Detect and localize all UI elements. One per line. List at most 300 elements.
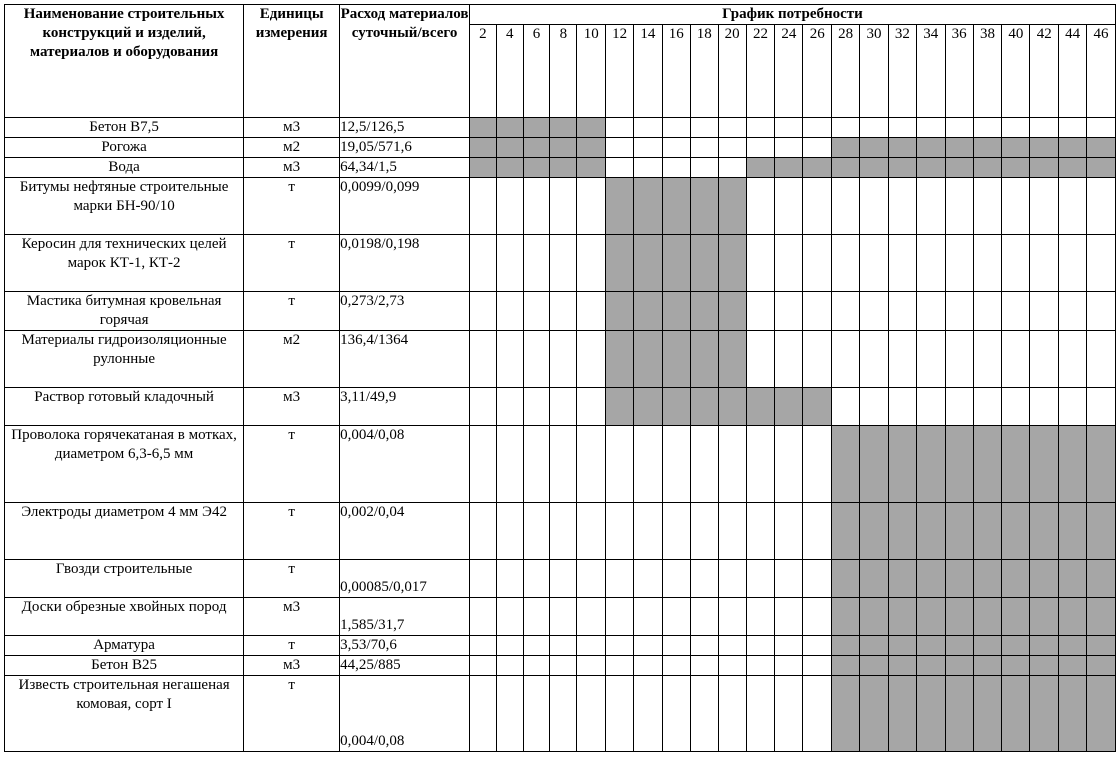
consumption-cell: 0,0099/0,099	[340, 178, 470, 235]
schedule-empty-cell	[888, 292, 916, 331]
material-name-cell: Керосин для технических целей марок КТ-1, КТ-2	[5, 235, 244, 292]
table-row	[5, 388, 1116, 426]
schedule-empty-cell	[690, 426, 718, 503]
schedule-bar-cell	[496, 158, 523, 178]
schedule-bar-cell	[945, 676, 973, 752]
schedule-empty-cell	[775, 560, 803, 598]
schedule-bar-cell	[803, 388, 832, 426]
schedule-empty-cell	[690, 503, 718, 560]
schedule-bar-cell	[1059, 676, 1087, 752]
schedule-empty-cell	[718, 138, 746, 158]
schedule-empty-cell	[1002, 178, 1030, 235]
schedule-empty-cell	[662, 656, 690, 676]
table-row	[5, 331, 1116, 388]
week-header-34: 34	[916, 25, 945, 118]
schedule-empty-cell	[1059, 235, 1087, 292]
schedule-empty-cell	[916, 292, 945, 331]
schedule-bar-cell	[916, 676, 945, 752]
consumption-cell: 0,00085/0,017	[340, 560, 470, 598]
schedule-empty-cell	[718, 598, 746, 636]
schedule-empty-cell	[832, 178, 860, 235]
schedule-empty-cell	[775, 118, 803, 138]
schedule-bar-cell	[1059, 560, 1087, 598]
schedule-bar-cell	[973, 426, 1002, 503]
schedule-bar-cell	[973, 656, 1002, 676]
schedule-empty-cell	[662, 560, 690, 598]
schedule-bar-cell	[1087, 158, 1116, 178]
schedule-empty-cell	[1030, 388, 1059, 426]
schedule-empty-cell	[550, 331, 577, 388]
schedule-bar-cell	[469, 118, 496, 138]
schedule-empty-cell	[860, 388, 889, 426]
schedule-empty-cell	[860, 235, 889, 292]
consumption-cell: 0,0198/0,198	[340, 235, 470, 292]
schedule-bar-cell	[1087, 636, 1116, 656]
schedule-bar-cell	[916, 503, 945, 560]
material-name-cell: Арматура	[5, 636, 244, 656]
schedule-empty-cell	[1002, 292, 1030, 331]
schedule-bar-cell	[1087, 503, 1116, 560]
schedule-bar-cell	[662, 331, 690, 388]
material-demand-table	[4, 4, 1116, 752]
schedule-empty-cell	[550, 503, 577, 560]
schedule-empty-cell	[469, 676, 496, 752]
schedule-empty-cell	[973, 331, 1002, 388]
schedule-empty-cell	[496, 598, 523, 636]
schedule-bar-cell	[662, 178, 690, 235]
schedule-bar-cell	[1002, 138, 1030, 158]
schedule-bar-cell	[1030, 676, 1059, 752]
week-header-36: 36	[945, 25, 973, 118]
schedule-empty-cell	[1087, 331, 1116, 388]
schedule-empty-cell	[634, 560, 663, 598]
schedule-bar-cell	[916, 598, 945, 636]
schedule-empty-cell	[888, 388, 916, 426]
schedule-empty-cell	[577, 235, 606, 292]
schedule-empty-cell	[860, 292, 889, 331]
schedule-bar-cell	[606, 388, 634, 426]
schedule-empty-cell	[662, 158, 690, 178]
schedule-empty-cell	[469, 426, 496, 503]
table-row	[5, 560, 1116, 598]
consumption-cell: 19,05/571,6	[340, 138, 470, 158]
schedule-empty-cell	[718, 656, 746, 676]
schedule-empty-cell	[775, 235, 803, 292]
schedule-empty-cell	[496, 503, 523, 560]
schedule-empty-cell	[606, 138, 634, 158]
consumption-cell: 3,53/70,6	[340, 636, 470, 656]
schedule-empty-cell	[718, 676, 746, 752]
schedule-bar-cell	[945, 503, 973, 560]
schedule-empty-cell	[1002, 118, 1030, 138]
schedule-empty-cell	[973, 388, 1002, 426]
schedule-bar-cell	[718, 235, 746, 292]
schedule-empty-cell	[634, 598, 663, 636]
schedule-empty-cell	[1002, 388, 1030, 426]
schedule-empty-cell	[945, 331, 973, 388]
table-row	[5, 598, 1116, 636]
schedule-empty-cell	[803, 560, 832, 598]
schedule-empty-cell	[803, 235, 832, 292]
schedule-bar-cell	[1087, 598, 1116, 636]
schedule-empty-cell	[577, 426, 606, 503]
schedule-empty-cell	[662, 598, 690, 636]
unit-cell: т	[244, 636, 340, 656]
schedule-bar-cell	[860, 636, 889, 656]
schedule-empty-cell	[550, 676, 577, 752]
schedule-bar-cell	[860, 560, 889, 598]
schedule-empty-cell	[577, 560, 606, 598]
schedule-empty-cell	[888, 178, 916, 235]
schedule-empty-cell	[634, 676, 663, 752]
unit-cell: м2	[244, 138, 340, 158]
schedule-empty-cell	[469, 503, 496, 560]
consumption-cell: 0,004/0,08	[340, 676, 470, 752]
unit-cell: т	[244, 676, 340, 752]
unit-cell: т	[244, 178, 340, 235]
schedule-empty-cell	[469, 598, 496, 636]
schedule-bar-cell	[860, 503, 889, 560]
schedule-empty-cell	[832, 331, 860, 388]
schedule-empty-cell	[945, 118, 973, 138]
schedule-empty-cell	[1087, 235, 1116, 292]
schedule-empty-cell	[662, 676, 690, 752]
week-header-30: 30	[860, 25, 889, 118]
schedule-empty-cell	[718, 158, 746, 178]
schedule-bar-cell	[1059, 426, 1087, 503]
schedule-bar-cell	[1087, 138, 1116, 158]
schedule-empty-cell	[523, 676, 550, 752]
schedule-bar-cell	[634, 388, 663, 426]
schedule-bar-cell	[1087, 560, 1116, 598]
unit-cell: м3	[244, 388, 340, 426]
schedule-bar-cell	[606, 178, 634, 235]
schedule-empty-cell	[1087, 178, 1116, 235]
schedule-bar-cell	[832, 656, 860, 676]
schedule-bar-cell	[606, 331, 634, 388]
schedule-bar-cell	[1002, 158, 1030, 178]
schedule-bar-cell	[634, 178, 663, 235]
schedule-empty-cell	[832, 118, 860, 138]
schedule-empty-cell	[523, 426, 550, 503]
schedule-empty-cell	[496, 636, 523, 656]
unit-cell: т	[244, 426, 340, 503]
schedule-bar-cell	[606, 292, 634, 331]
schedule-empty-cell	[718, 636, 746, 656]
schedule-empty-cell	[1030, 331, 1059, 388]
schedule-bar-cell	[1002, 636, 1030, 656]
consumption-cell: 12,5/126,5	[340, 118, 470, 138]
schedule-empty-cell	[775, 656, 803, 676]
schedule-bar-cell	[634, 331, 663, 388]
schedule-empty-cell	[973, 292, 1002, 331]
week-header-22: 22	[746, 25, 775, 118]
schedule-bar-cell	[634, 292, 663, 331]
schedule-bar-cell	[916, 158, 945, 178]
header-schedule: График потребности	[469, 5, 1115, 25]
schedule-bar-cell	[888, 158, 916, 178]
schedule-empty-cell	[746, 676, 775, 752]
schedule-empty-cell	[718, 560, 746, 598]
schedule-bar-cell	[718, 178, 746, 235]
table-row	[5, 178, 1116, 235]
schedule-empty-cell	[634, 426, 663, 503]
schedule-empty-cell	[746, 426, 775, 503]
schedule-bar-cell	[945, 636, 973, 656]
schedule-empty-cell	[718, 426, 746, 503]
schedule-empty-cell	[634, 138, 663, 158]
schedule-bar-cell	[550, 158, 577, 178]
schedule-empty-cell	[916, 331, 945, 388]
table-row	[5, 676, 1116, 752]
schedule-bar-cell	[1030, 158, 1059, 178]
schedule-bar-cell	[496, 138, 523, 158]
schedule-bar-cell	[634, 235, 663, 292]
schedule-empty-cell	[523, 178, 550, 235]
schedule-empty-cell	[690, 158, 718, 178]
schedule-empty-cell	[577, 178, 606, 235]
schedule-bar-cell	[916, 426, 945, 503]
schedule-bar-cell	[523, 158, 550, 178]
schedule-empty-cell	[860, 331, 889, 388]
schedule-bar-cell	[973, 158, 1002, 178]
schedule-empty-cell	[550, 178, 577, 235]
schedule-empty-cell	[634, 158, 663, 178]
schedule-bar-cell	[916, 656, 945, 676]
schedule-bar-cell	[860, 138, 889, 158]
schedule-empty-cell	[888, 118, 916, 138]
schedule-bar-cell	[718, 331, 746, 388]
schedule-bar-cell	[577, 118, 606, 138]
unit-cell: т	[244, 292, 340, 331]
schedule-bar-cell	[1002, 560, 1030, 598]
schedule-empty-cell	[469, 388, 496, 426]
schedule-bar-cell	[550, 138, 577, 158]
schedule-bar-cell	[746, 388, 775, 426]
schedule-empty-cell	[662, 426, 690, 503]
schedule-bar-cell	[945, 656, 973, 676]
schedule-empty-cell	[550, 426, 577, 503]
schedule-empty-cell	[803, 656, 832, 676]
schedule-empty-cell	[469, 292, 496, 331]
schedule-empty-cell	[496, 235, 523, 292]
schedule-bar-cell	[690, 331, 718, 388]
schedule-empty-cell	[606, 656, 634, 676]
week-header-26: 26	[803, 25, 832, 118]
schedule-empty-cell	[916, 235, 945, 292]
schedule-bar-cell	[1087, 676, 1116, 752]
schedule-empty-cell	[746, 292, 775, 331]
schedule-empty-cell	[550, 235, 577, 292]
schedule-bar-cell	[888, 426, 916, 503]
schedule-empty-cell	[496, 292, 523, 331]
schedule-empty-cell	[973, 235, 1002, 292]
unit-cell: м3	[244, 118, 340, 138]
schedule-empty-cell	[550, 598, 577, 636]
material-name-cell: Бетон В7,5	[5, 118, 244, 138]
schedule-empty-cell	[1059, 331, 1087, 388]
schedule-empty-cell	[746, 656, 775, 676]
schedule-bar-cell	[832, 598, 860, 636]
schedule-empty-cell	[606, 598, 634, 636]
consumption-cell: 136,4/1364	[340, 331, 470, 388]
schedule-bar-cell	[1030, 560, 1059, 598]
schedule-bar-cell	[690, 178, 718, 235]
schedule-bar-cell	[945, 138, 973, 158]
schedule-bar-cell	[832, 676, 860, 752]
week-header-38: 38	[973, 25, 1002, 118]
schedule-empty-cell	[1059, 292, 1087, 331]
week-header-8: 8	[550, 25, 577, 118]
schedule-bar-cell	[888, 598, 916, 636]
schedule-bar-cell	[606, 235, 634, 292]
schedule-empty-cell	[775, 138, 803, 158]
week-header-40: 40	[1002, 25, 1030, 118]
schedule-empty-cell	[1030, 292, 1059, 331]
schedule-empty-cell	[973, 178, 1002, 235]
schedule-bar-cell	[1002, 503, 1030, 560]
schedule-bar-cell	[469, 158, 496, 178]
schedule-empty-cell	[945, 178, 973, 235]
schedule-empty-cell	[662, 636, 690, 656]
schedule-empty-cell	[690, 676, 718, 752]
schedule-empty-cell	[606, 636, 634, 656]
unit-cell: м3	[244, 158, 340, 178]
material-name-cell: Вода	[5, 158, 244, 178]
schedule-empty-cell	[523, 235, 550, 292]
schedule-empty-cell	[690, 598, 718, 636]
week-header-18: 18	[690, 25, 718, 118]
schedule-bar-cell	[662, 292, 690, 331]
consumption-cell: 44,25/885	[340, 656, 470, 676]
schedule-empty-cell	[690, 636, 718, 656]
schedule-bar-cell	[718, 388, 746, 426]
schedule-empty-cell	[577, 388, 606, 426]
schedule-empty-cell	[550, 656, 577, 676]
schedule-empty-cell	[523, 598, 550, 636]
week-header-46: 46	[1087, 25, 1116, 118]
schedule-empty-cell	[746, 118, 775, 138]
schedule-empty-cell	[606, 676, 634, 752]
schedule-empty-cell	[496, 656, 523, 676]
schedule-bar-cell	[1059, 598, 1087, 636]
schedule-empty-cell	[1030, 118, 1059, 138]
schedule-bar-cell	[550, 118, 577, 138]
schedule-bar-cell	[860, 158, 889, 178]
table-row	[5, 235, 1116, 292]
schedule-empty-cell	[973, 118, 1002, 138]
schedule-empty-cell	[662, 503, 690, 560]
schedule-empty-cell	[746, 598, 775, 636]
schedule-empty-cell	[577, 331, 606, 388]
schedule-empty-cell	[746, 178, 775, 235]
schedule-empty-cell	[1002, 235, 1030, 292]
schedule-bar-cell	[803, 158, 832, 178]
consumption-cell: 0,002/0,04	[340, 503, 470, 560]
unit-cell: т	[244, 560, 340, 598]
schedule-empty-cell	[803, 118, 832, 138]
schedule-bar-cell	[662, 388, 690, 426]
schedule-empty-cell	[690, 560, 718, 598]
schedule-empty-cell	[1087, 292, 1116, 331]
schedule-empty-cell	[496, 178, 523, 235]
schedule-empty-cell	[550, 636, 577, 656]
week-header-32: 32	[888, 25, 916, 118]
schedule-empty-cell	[496, 388, 523, 426]
schedule-empty-cell	[775, 636, 803, 656]
week-header-14: 14	[634, 25, 663, 118]
material-name-cell: Гвозди строительные	[5, 560, 244, 598]
schedule-bar-cell	[690, 235, 718, 292]
schedule-empty-cell	[662, 118, 690, 138]
schedule-empty-cell	[945, 235, 973, 292]
schedule-empty-cell	[775, 292, 803, 331]
unit-cell: м2	[244, 331, 340, 388]
schedule-empty-cell	[775, 426, 803, 503]
schedule-bar-cell	[690, 388, 718, 426]
schedule-empty-cell	[746, 331, 775, 388]
schedule-empty-cell	[606, 503, 634, 560]
material-name-cell: Мастика битумная кровельная горячая	[5, 292, 244, 331]
schedule-bar-cell	[1002, 426, 1030, 503]
schedule-empty-cell	[469, 178, 496, 235]
schedule-empty-cell	[832, 388, 860, 426]
schedule-empty-cell	[775, 503, 803, 560]
schedule-empty-cell	[1059, 178, 1087, 235]
schedule-bar-cell	[945, 426, 973, 503]
schedule-empty-cell	[690, 138, 718, 158]
material-name-cell: Известь строительная негашеная комовая, сорт I	[5, 676, 244, 752]
unit-cell: м3	[244, 598, 340, 636]
schedule-empty-cell	[945, 292, 973, 331]
schedule-empty-cell	[775, 178, 803, 235]
schedule-bar-cell	[832, 503, 860, 560]
schedule-bar-cell	[888, 656, 916, 676]
schedule-bar-cell	[1030, 503, 1059, 560]
schedule-empty-cell	[690, 118, 718, 138]
schedule-empty-cell	[746, 636, 775, 656]
schedule-empty-cell	[1030, 178, 1059, 235]
material-name-cell: Проволока горячекатаная в мотках, диаметром 6,3-6,5 мм	[5, 426, 244, 503]
schedule-bar-cell	[1002, 676, 1030, 752]
header-unit: Единицы измерения	[244, 5, 340, 118]
schedule-bar-cell	[469, 138, 496, 158]
schedule-bar-cell	[916, 636, 945, 656]
schedule-bar-cell	[945, 598, 973, 636]
schedule-empty-cell	[496, 560, 523, 598]
schedule-empty-cell	[860, 178, 889, 235]
schedule-bar-cell	[888, 676, 916, 752]
consumption-cell: 0,273/2,73	[340, 292, 470, 331]
week-header-24: 24	[775, 25, 803, 118]
material-name-cell: Электроды диаметром 4 мм Э42	[5, 503, 244, 560]
schedule-empty-cell	[469, 235, 496, 292]
schedule-empty-cell	[860, 118, 889, 138]
schedule-bar-cell	[832, 636, 860, 656]
schedule-empty-cell	[775, 331, 803, 388]
schedule-bar-cell	[860, 676, 889, 752]
schedule-empty-cell	[945, 388, 973, 426]
schedule-empty-cell	[832, 235, 860, 292]
schedule-bar-cell	[1030, 656, 1059, 676]
schedule-empty-cell	[1002, 331, 1030, 388]
table-row	[5, 656, 1116, 676]
schedule-bar-cell	[888, 503, 916, 560]
schedule-bar-cell	[973, 598, 1002, 636]
schedule-bar-cell	[973, 503, 1002, 560]
material-name-cell: Рогожа	[5, 138, 244, 158]
schedule-bar-cell	[945, 158, 973, 178]
